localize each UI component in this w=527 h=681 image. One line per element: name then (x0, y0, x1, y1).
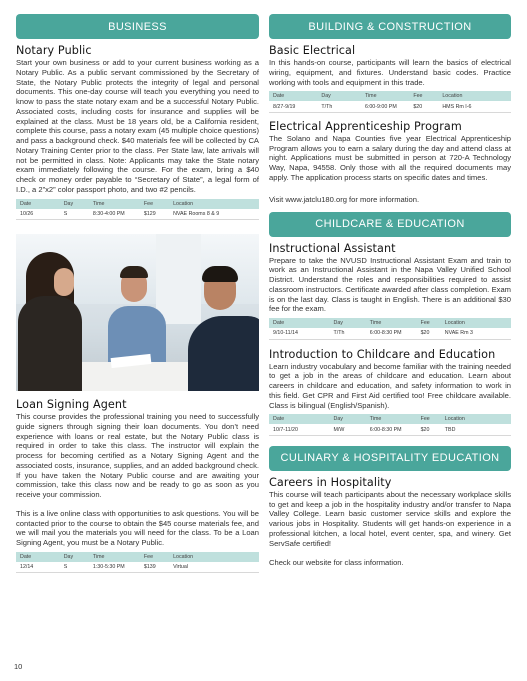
header-date: Date (273, 416, 285, 423)
cell-fee: $139 (143, 564, 156, 570)
course-title-childcare: Introduction to Childcare and Education (269, 347, 496, 361)
header-location: Location (444, 416, 465, 423)
header-day: Day (333, 416, 343, 423)
course-description-loan: This course provides the professional training you need to successfully guide signers through signing their loan documents. You don’t need experience with loans or real estate, but the Notary Public class is required in order to take this class. The instructor will explain the process for becoming certified as a Notary Signing Agent and the associated costs, insurance, supplies, and an added background check. If you have taken the Notary Public course and are awaiting your commission, take this class now and be ready to go as soon as you receive your commission. (16, 412, 259, 499)
schedule-table-instructional-assistant (269, 318, 511, 340)
course-description-loan-online: This is a live online class with opportunities to ask questions. You will be contacted prior to the course to obtain the $45 course materials fee, and we will mail you the materials you will need for the class. To be a Loan Signing Agent, you must be a Notary Public. (16, 508, 259, 547)
schedule-table-loan (16, 552, 259, 574)
header-location: Location (442, 93, 463, 100)
section-banner-childcare: CHILDCARE & EDUCATION (269, 212, 511, 237)
cell-location: TBD (444, 426, 456, 433)
cell-date: 10/7-11/20 (273, 426, 298, 433)
visit-website-text: Visit www.jatclu180.org for more information. (269, 194, 420, 204)
header-fee: Fee (413, 93, 423, 100)
course-title-loan: Loan Signing Agent (16, 398, 127, 411)
schedule-table-childcare (269, 414, 511, 436)
header-day: Day (63, 553, 74, 560)
cell-day: S (63, 564, 68, 570)
cell-location: NVAE Rm 3 (444, 330, 473, 337)
course-description-childcare: Learn industry vocabulary and become familiar with the training needed to get a job in the areas of childcare and education. Learn about careers in childcare and education, and safety information to work in this field. Get CPR and First Aid certified too! Free childcare available. Class is bilingual (English/Spanish). (269, 361, 511, 410)
header-date: Date (20, 553, 32, 560)
cell-date: 10/26 (20, 210, 34, 217)
course-description-instructional-assistant: Prepare to take the NVUSD Instructional Assistant Exam and train to work as an Instructional Assistant in the Napa Valley Unified School District. Understand the roles and responsibilities required to assist classroom instructors. Certificate awarded after class completion. Exam is on the last day. Class is taught in English. There is an additional $30 fee for the exam. (269, 255, 511, 314)
section-banner-culinary: CULINARY & HOSPITALITY EDUCATION (269, 446, 511, 471)
page-number: 10 (14, 662, 23, 671)
course-description-electrical: In this hands-on course, participants will learn the basics of electrical wiring, equipment, and fixtures. Understand basic codes. Practice working with tools and equipment in this trade. (269, 58, 511, 87)
header-date: Date (273, 320, 285, 326)
cell-fee: $129 (143, 210, 156, 217)
course-description-apprenticeship: The Solano and Napa Counties five year Electrical Apprenticeship Program allows you to earn a salary during the day and attend class at night. Applications must be submitted in person at 720-A Technology Way, Napa, 94558. Only those with all the required documents may apply. The application process starts on specific dates and times. (269, 133, 511, 182)
header-date: Date (20, 200, 32, 207)
check-website-text: Check our website for class information. (269, 558, 404, 568)
cell-time: 8:30-4:00 PM (92, 210, 125, 217)
cell-location: Virtual (173, 564, 188, 570)
schedule-row (269, 424, 511, 435)
header-fee: Fee (420, 320, 430, 326)
course-description-hospitality: This course will teach participants about the necessary workplace skills to get and keep a job in the hospitality industry and/or transfer to Napa Valley College. Learn basic customer service skills and explore the various jobs in Hospitality. Students will get hands-on experience in a professional kitchen, a local hotel, event center, spa, and winery. Get ServSafe certified! (269, 489, 511, 548)
header-fee: Fee (420, 416, 430, 423)
header-location: Location (444, 320, 465, 326)
right-column (269, 14, 511, 567)
schedule-row (269, 328, 511, 339)
course-description-notary: Start your own business or add to your current business working as a Notary Public. As a public servant commissioned by the Secretary of State, the Notary Public protects the integrity of legal and personal documents. This one-day course will teach you everything you need to know to pass the state notary exam and be a successful Notary Public. Associated costs, including costs for insurance and supplies will be explained at the class. Must be 18 years old, be a California resident, complete this course, pass a notary exam (45 multiple choice questions) and pass a background check. $40 materials fee will be collected by CA Notary Training Center prior to the class. Per State law, late arrivals will not be permitted in class. Note: Applicants may take the State notary exam immediately following the course. For the exam, bring a $40 check or money order payable to “Secretary of State”, a legal form of I.D., a 2”x2” color passport photo, and two #2 pencils. (16, 58, 259, 194)
cell-fee: $20 (420, 426, 430, 433)
cell-time: 6:00-9:00 PM (364, 103, 397, 110)
schedule-header-row (269, 91, 511, 101)
header-day: Day (333, 320, 343, 326)
section-banner-business: BUSINESS (16, 14, 259, 39)
schedule-row (16, 209, 259, 220)
header-time: Time (364, 93, 377, 100)
cell-time: 6:00-8:30 PM (369, 330, 402, 337)
cell-location: HMS Rm I-6 (442, 103, 472, 110)
schedule-row (16, 562, 259, 573)
schedule-table-electrical (269, 91, 511, 113)
course-title-electrical: Basic Electrical (269, 44, 356, 57)
business-meeting-photo (16, 234, 259, 391)
cell-date: 12/14 (20, 564, 34, 570)
left-column (16, 14, 259, 573)
section-banner-building: BUILDING & CONSTRUCTION (269, 14, 511, 39)
course-title-notary: Notary Public (16, 44, 92, 57)
cell-location: NVAE Rooms 8 & 9 (173, 210, 220, 217)
cell-day: T/Th (333, 330, 345, 337)
header-day: Day (63, 200, 74, 207)
course-title-apprenticeship: Electrical Apprenticeship Program (269, 119, 462, 133)
schedule-table-notary (16, 199, 259, 221)
cell-time: 6:00-8:30 PM (369, 426, 402, 433)
header-location: Location (173, 200, 194, 207)
cell-fee: $20 (413, 103, 423, 110)
schedule-header-row (16, 199, 259, 209)
header-time: Time (369, 320, 382, 326)
header-time: Time (92, 200, 105, 207)
header-fee: Fee (143, 553, 154, 560)
cell-date: 9/10-11/14 (273, 330, 298, 337)
header-day: Day (321, 93, 331, 100)
schedule-row (269, 101, 511, 112)
cell-time: 1:30-5:30 PM (92, 564, 125, 570)
cell-fee: $20 (420, 330, 430, 337)
cell-date: 8/27-9/19 (273, 103, 296, 110)
header-time: Time (369, 416, 382, 423)
cell-day: M/W (333, 426, 345, 433)
cell-day: S (63, 210, 68, 217)
schedule-header-row (269, 414, 511, 424)
schedule-header-row (16, 552, 259, 562)
cell-day: T/Th (321, 103, 333, 110)
header-time: Time (92, 553, 105, 560)
course-title-hospitality: Careers in Hospitality (269, 475, 392, 489)
header-location: Location (173, 553, 194, 560)
header-fee: Fee (143, 200, 154, 207)
schedule-header-row (269, 318, 511, 328)
header-date: Date (273, 93, 285, 100)
course-title-instructional-assistant: Instructional Assistant (269, 241, 396, 255)
